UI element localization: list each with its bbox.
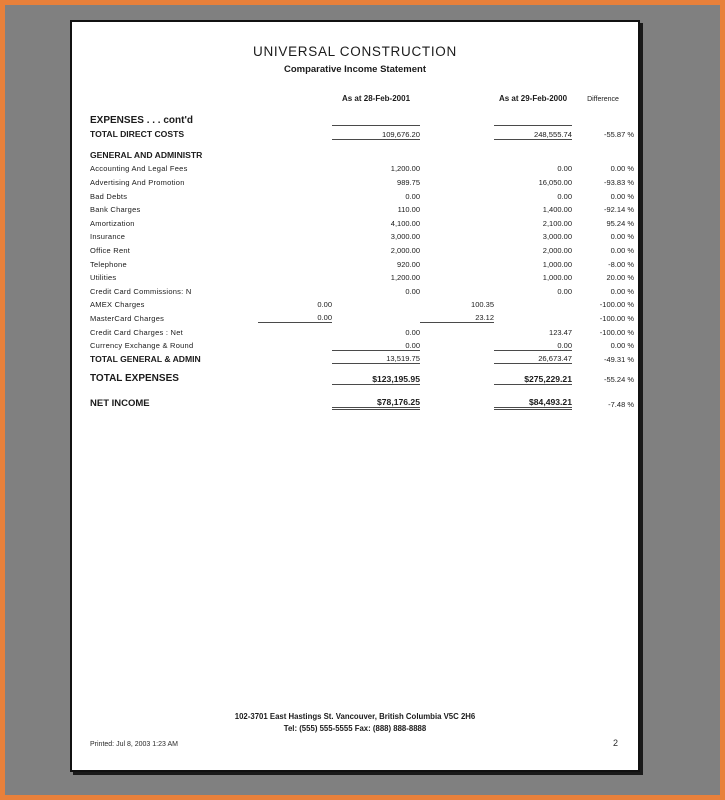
line-item-prior: 123.47 <box>549 327 572 337</box>
line-item-current: 110.00 <box>397 205 420 215</box>
line-item-sub-current <box>258 173 332 187</box>
table-row <box>90 241 634 255</box>
spacer-row <box>90 384 634 395</box>
line-item-current: 4,100.00 <box>390 218 420 228</box>
footer-phone-fax: Tel: (555) 555-5555 Fax: (888) 888-8888 <box>283 723 427 733</box>
line-item-current <box>332 309 420 323</box>
line-item-sub-prior <box>420 282 494 296</box>
line-item-sub-prior: 100.35 <box>471 300 494 310</box>
table-row <box>90 282 634 296</box>
line-item-sub-prior <box>420 187 494 201</box>
blank-cell <box>494 112 572 126</box>
line-item-prior: 3,000.00 <box>542 232 572 242</box>
line-item-sub-prior <box>420 214 494 228</box>
line-item-prior: 16,050.00 <box>538 177 572 187</box>
blank-cell <box>420 112 494 126</box>
line-item-sub-prior <box>420 269 494 283</box>
blank-cell <box>258 112 332 126</box>
blank-cell <box>258 350 332 364</box>
blank-cell <box>332 146 420 160</box>
total-general-admin-prior: 26,673.47 <box>494 350 572 364</box>
total-general-admin-label: TOTAL GENERAL & ADMIN <box>90 353 201 364</box>
line-item-label: Currency Exchange & Round <box>90 341 194 351</box>
line-item-sub-current <box>258 269 332 283</box>
net-income-prior: $84,493.21 <box>494 395 572 409</box>
blank-cell <box>420 395 494 409</box>
blank-cell <box>420 337 494 351</box>
window-backdrop <box>5 5 720 795</box>
spacer-row <box>90 364 634 371</box>
total-direct-costs-current: 109,676.20 <box>332 126 420 140</box>
line-item-current: 1,200.00 <box>390 273 420 283</box>
line-item-sub-current <box>258 255 332 269</box>
line-item-label: MasterCard Charges <box>90 313 165 323</box>
line-item-label: Advertising And Promotion <box>90 177 185 187</box>
line-item-prior <box>494 309 572 323</box>
table-row <box>90 201 634 215</box>
line-item-difference: -100.00 % <box>599 313 634 323</box>
header-period-prior: As at 29-Feb-2000 <box>498 94 568 103</box>
line-item-sub-current: 0.00 <box>317 300 332 310</box>
line-item-label: Credit Card Commissions: N <box>90 286 192 296</box>
line-item-difference: 0.00 % <box>610 232 634 242</box>
table-row <box>90 309 634 323</box>
line-item-sub-current <box>258 282 332 296</box>
blank-cell <box>572 112 634 126</box>
blank-cell <box>420 350 494 364</box>
line-item-difference: -93.83 % <box>603 177 634 187</box>
total-expenses-prior: $275,229.21 <box>494 371 572 385</box>
net-income-row <box>90 395 634 409</box>
line-item-prior: 2,000.00 <box>542 245 572 255</box>
line-item-current: 0.00 <box>405 286 420 296</box>
line-item-sub-current <box>258 187 332 201</box>
line-item-current: 2,000.00 <box>390 245 420 255</box>
footer-printed-timestamp: Printed: Jul 8, 2003 1:23 AM <box>90 741 178 748</box>
line-item-prior: 0.00 <box>557 340 572 350</box>
footer-page-number: 2 <box>612 738 618 748</box>
line-item-label: Office Rent <box>90 245 131 255</box>
blank-cell <box>572 146 634 160</box>
line-item-label: Credit Card Charges : Net <box>90 327 183 337</box>
line-item-label: Bank Charges <box>90 205 141 215</box>
header-spacer-2 <box>420 94 494 112</box>
line-item-current <box>332 296 420 310</box>
table-row <box>90 187 634 201</box>
net-income-difference: -7.48 % <box>608 399 634 409</box>
line-item-sub-prior <box>420 173 494 187</box>
line-item-prior: 2,100.00 <box>542 218 572 228</box>
line-item-prior <box>494 296 572 310</box>
line-item-label: Utilities <box>90 273 117 283</box>
line-item-sub-prior: 23.12 <box>420 309 494 323</box>
total-expenses-current: $123,195.95 <box>332 371 420 385</box>
blank-cell <box>258 337 332 351</box>
line-item-difference: 95.24 % <box>606 218 634 228</box>
blank-cell <box>332 112 420 126</box>
line-item-difference: 20.00 % <box>606 273 634 283</box>
line-item-sub-current <box>258 160 332 174</box>
line-item-prior: 0.00 <box>557 164 572 174</box>
blank-cell <box>258 126 332 140</box>
report-title: Comparative Income Statement <box>283 64 426 75</box>
expenses-heading-label: EXPENSES . . . cont'd <box>90 114 193 126</box>
line-item-label: Accounting And Legal Fees <box>90 164 188 174</box>
line-item-prior: 0.00 <box>557 286 572 296</box>
line-item-difference: 0.00 % <box>610 164 634 174</box>
line-item-sub-prior <box>420 160 494 174</box>
net-income-current: $78,176.25 <box>332 395 420 409</box>
income-statement-table <box>90 94 634 410</box>
line-item-current: 920.00 <box>397 259 420 269</box>
blank-cell <box>258 395 332 409</box>
line-item-sub-current <box>258 201 332 215</box>
line-item-prior: 1,400.00 <box>542 205 572 215</box>
line-item-difference: 0.00 % <box>610 286 634 296</box>
line-item-current: 3,000.00 <box>390 232 420 242</box>
blank-cell <box>494 146 572 160</box>
line-item-difference: -8.00 % <box>608 259 634 269</box>
table-row <box>90 255 634 269</box>
line-item-difference: -100.00 % <box>599 327 634 337</box>
line-item-sub-current <box>258 241 332 255</box>
header-difference: Difference <box>587 96 619 103</box>
header-label-blank <box>90 94 258 112</box>
line-item-sub-prior <box>420 255 494 269</box>
line-item-current: 989.75 <box>397 177 420 187</box>
line-item-sub-prior <box>420 228 494 242</box>
group-heading-general-admin <box>90 146 634 160</box>
document-page <box>70 20 640 772</box>
header-period-current: As at 28-Feb-2001 <box>341 94 411 103</box>
line-item-prior: 1,000.00 <box>542 273 572 283</box>
line-item-label: Amortization <box>90 218 135 228</box>
line-item-difference: -92.14 % <box>603 205 634 215</box>
total-expenses-difference: -55.24 % <box>603 375 634 385</box>
line-item-label: Telephone <box>90 259 127 269</box>
line-item-difference: -100.00 % <box>599 300 634 310</box>
line-item-label: Insurance <box>90 232 126 242</box>
table-row <box>90 269 634 283</box>
line-item-sub-prior <box>420 241 494 255</box>
line-item-current: 1,200.00 <box>390 164 420 174</box>
line-item-sub-current <box>258 214 332 228</box>
table-row <box>90 173 634 187</box>
blank-cell <box>420 371 494 385</box>
line-item-sub-current: 0.00 <box>258 309 332 323</box>
total-direct-costs-row <box>90 126 634 140</box>
line-item-label: AMEX Charges <box>90 300 145 310</box>
line-item-sub-prior <box>420 201 494 215</box>
table-row <box>90 296 634 310</box>
line-item-prior: 1,000.00 <box>542 259 572 269</box>
line-item-current: 0.00 <box>405 340 420 350</box>
line-item-current: 0.00 <box>405 191 420 201</box>
spacer-row <box>90 139 634 146</box>
line-item-difference: 0.00 % <box>610 341 634 351</box>
line-item-sub-current <box>258 228 332 242</box>
table-row <box>90 228 634 242</box>
table-row <box>90 160 634 174</box>
table-row <box>90 323 634 337</box>
total-general-admin-current: 13,519.75 <box>332 350 420 364</box>
line-item-difference: 0.00 % <box>610 245 634 255</box>
total-direct-costs-prior: 248,555.74 <box>494 126 572 140</box>
header-spacer-1 <box>258 94 332 112</box>
total-direct-costs-difference: -55.87 % <box>603 130 634 140</box>
general-admin-heading-label: GENERAL AND ADMINISTR <box>90 149 203 160</box>
total-expenses-label: TOTAL EXPENSES <box>90 373 179 385</box>
table-header-row <box>90 94 634 112</box>
net-income-label: NET INCOME <box>90 397 150 409</box>
footer-contact-block <box>72 711 638 734</box>
section-heading-expenses <box>90 112 634 126</box>
line-item-current: 0.00 <box>405 327 420 337</box>
line-item-difference: 0.00 % <box>610 191 634 201</box>
total-general-admin-row <box>90 350 634 364</box>
blank-cell <box>420 146 494 160</box>
blank-cell <box>258 146 332 160</box>
table-row <box>90 337 634 351</box>
total-direct-costs-label: TOTAL DIRECT COSTS <box>90 129 185 140</box>
blank-cell <box>420 323 494 337</box>
total-general-admin-difference: -49.31 % <box>603 354 634 364</box>
line-item-label: Bad Debts <box>90 191 128 201</box>
footer-address: 102-3701 East Hastings St. Vancouver, British Columbia V5C 2H6 <box>234 712 476 722</box>
company-title: UNIVERSAL CONSTRUCTION <box>253 44 457 59</box>
total-expenses-row <box>90 371 634 385</box>
blank-cell <box>258 323 332 337</box>
blank-cell <box>420 126 494 140</box>
blank-cell <box>258 371 332 385</box>
table-row <box>90 214 634 228</box>
line-item-prior: 0.00 <box>557 191 572 201</box>
